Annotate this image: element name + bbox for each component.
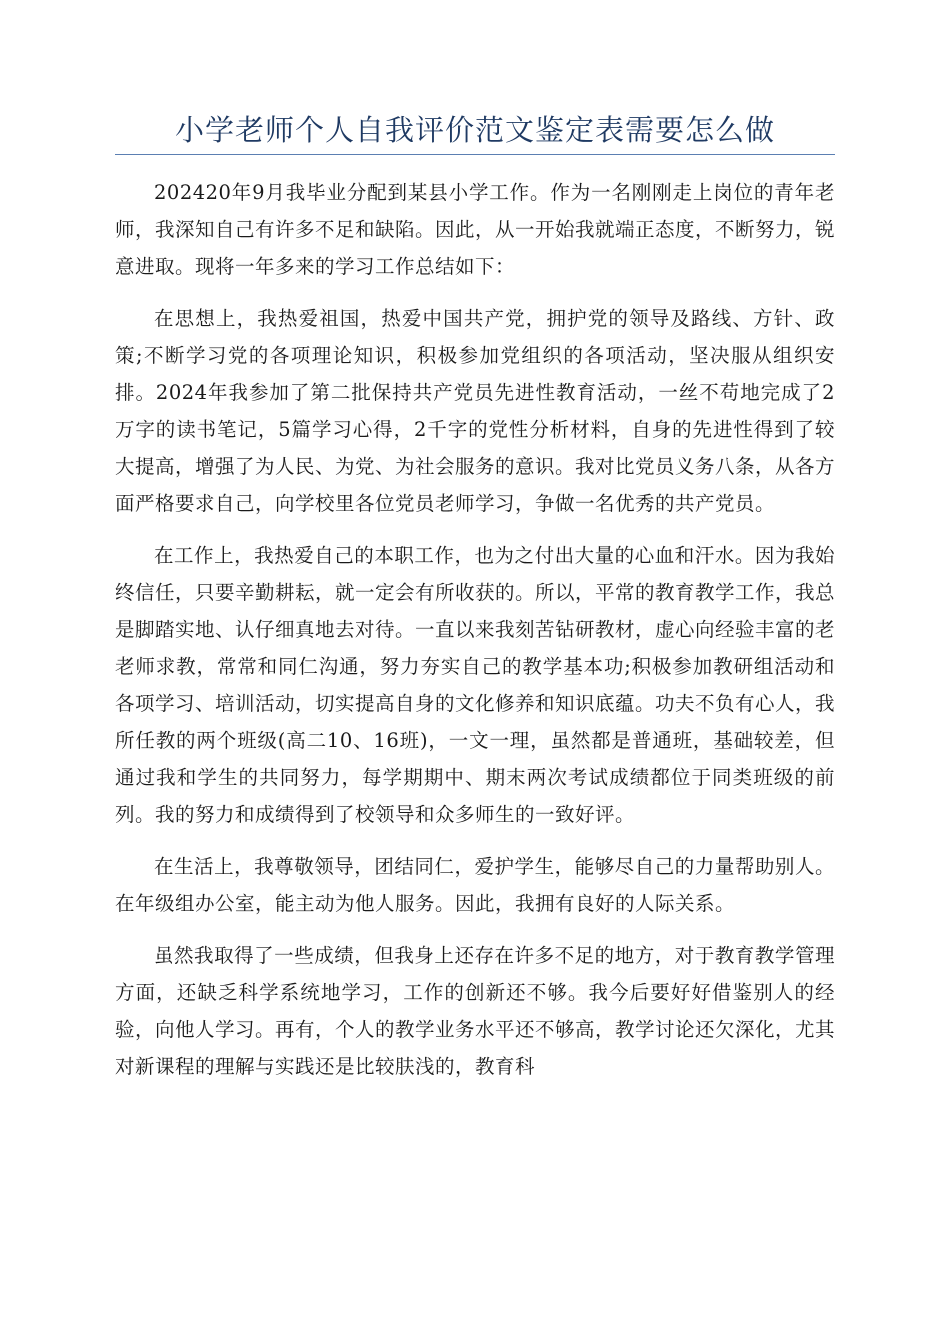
paragraph-work: 在工作上，我热爱自己的本职工作，也为之付出大量的心血和汗水。因为我始终信任，只要辛勤耕耘，就一定会有所收获的。所以，平常的教育教学工作，我总是脚踏实地、认仔细真地去对待。一直以来我刻苦钻研教材，虚心向经验丰富的老老师求教，常常和同仁沟通，努力夯实自己的教学基本功;积极参加教研组活动和各项学习、培训活动，切实提高自身的文化修养和知识底蕴。功夫不负有心人，我所任教的两个班级(高二10、16班)，一文一理，虽然都是普通班，基础较差，但通过我和学生的共同努力，每学期期中、期末两次考试成绩都位于同类班级的前列。我的努力和成绩得到了校领导和众多师生的一致好评。 [115, 544, 836, 826]
paragraph-life: 在生活上，我尊敬领导，团结同仁，爱护学生，能够尽自己的力量帮助别人。在年级组办公室，能主动为他人服务。因此，我拥有良好的人际关系。 [115, 855, 835, 915]
paragraph-intro: 202420年9月我毕业分配到某县小学工作。作为一名刚刚走上岗位的青年老师，我深知自己有许多不足和缺陷。因此，从一开始我就端正态度，不断努力，锐意进取。现将一年多来的学习工作总结如下： [115, 181, 836, 278]
paragraph-shortcomings: 虽然我取得了一些成绩，但我身上还存在许多不足的地方，对于教育教学管理方面，还缺乏科学系统地学习，工作的创新还不够。我今后要好好借鉴别人的经验，向他人学习。再有，个人的教学业务水平还不够高，教学讨论还欠深化，尤其对新课程的理解与实践还是比较肤浅的，教育科 [115, 944, 836, 1078]
paragraph-ideology: 在思想上，我热爱祖国，热爱中国共产党，拥护党的领导及路线、方针、政策;不断学习党的各项理论知识，积极参加党组织的各项活动，坚决服从组织安排。2024年我参加了第二批保持共产党员先进性教育活动，一丝不苟地完成了2万字的读书笔记，5篇学习心得，2千字的党性分析材料，自身的先进性得到了较大提高，增强了为人民、为党、为社会服务的意识。我对比党员义务八条，从各方面严格要求自己，向学校里各位党员老师学习，争做一名优秀的共产党员。 [115, 307, 836, 515]
title-underline [115, 154, 835, 155]
document-body [115, 174, 835, 1100]
document-title: 小学老师个人自我评价范文鉴定表需要怎么做 [174, 113, 775, 147]
